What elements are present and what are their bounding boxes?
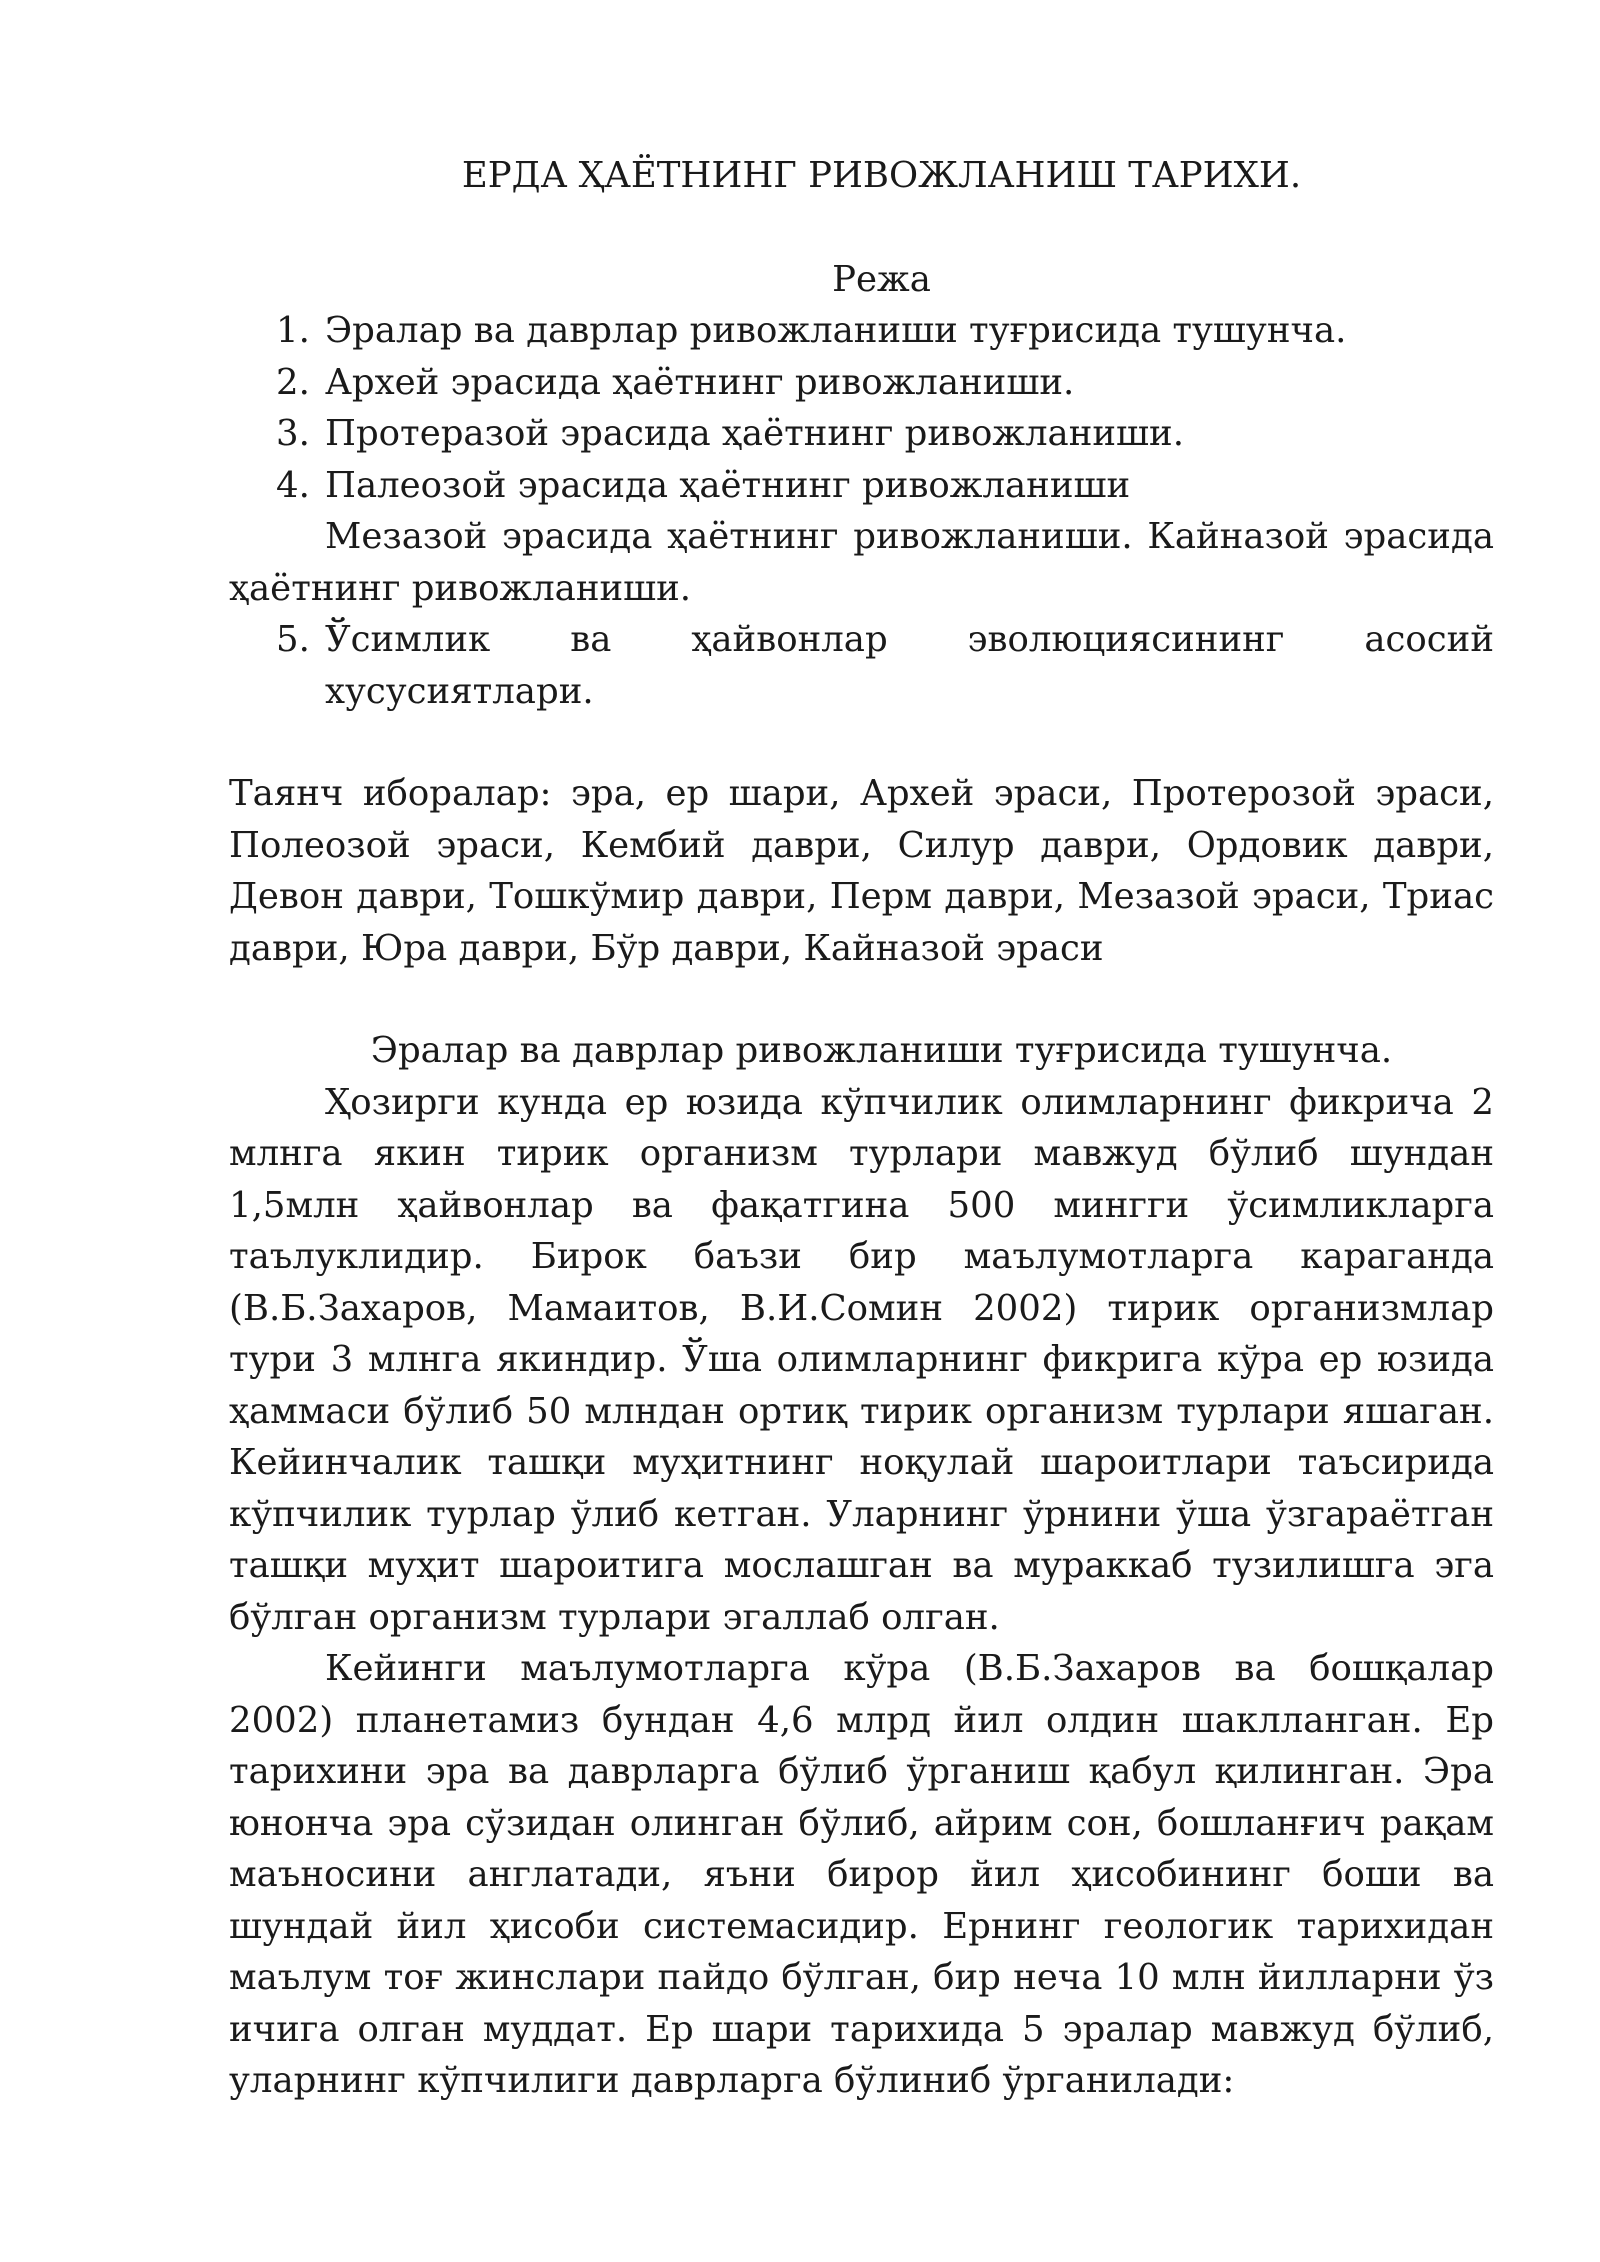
plan-item-text-line-2: хусусиятлари. (325, 670, 594, 712)
plan-item-number: 5. (276, 619, 310, 660)
plan-item-text: Архей эрасида ҳаётнинг ривожланиши. (325, 361, 1075, 403)
plan-item-number: 3. (276, 413, 310, 454)
plan-item-text: Протеразой эрасида ҳаётнинг ривожланиши. (325, 413, 1184, 454)
spacer (229, 974, 1494, 1025)
plan-item-number: 1. (276, 310, 310, 351)
body-paragraph: Кейинги маълумотларга кўра (В.Б.Захаров ва бошқалар 2002) планетамиз бундан 4,6 млрд йил олдин шаклланган. Ер тарихини эра ва даврларга бўлиб ўрганиш қабул қилинган. Эра юнонча эра сўзидан олинган бўлиб, айрим сон, бошланғич рақам маъносини англатади, яъни бирор йил ҳисобининг боши ва шундай йил ҳисоби системасидир. Ернинг геологик тарихидан маълум тоғ жинслари пайдо бўлган, бир неча 10 млн йилларни ўз ичига олган муддат. Ер шари тарихида 5 эралар мавжуд бўлиб, уларнинг кўпчилиги даврларга бўлиниб ўрганилади: (229, 1648, 1494, 2101)
plan-sub-text: Мезазой эрасида ҳаётнинг ривожланиши. Кайназой эрасида ҳаётнинг ривожланиши. (229, 516, 1494, 609)
document-page (229, 150, 1494, 2107)
plan-section (229, 254, 1494, 718)
plan-item-text: Эралар ва даврлар ривожланиши туғрисида тушунча. (325, 310, 1347, 351)
keywords-paragraph: Таянч иборалар: эра, ер шари, Архей эраси, Протерозой эраси, Полеозой эраси, Кембий даври, Силур даври, Ордовик даври, Девон даври, Тошкўмир даври, Перм даври, Мезазой эраси, Триас даври, Юра даври, Бўр даври, Кайназой эраси (229, 773, 1494, 969)
plan-item-3 (229, 408, 1494, 460)
plan-item-number: 4. (276, 464, 310, 506)
plan-item-4 (229, 460, 1494, 512)
plan-item-5 (229, 614, 1494, 666)
document-title: ЕРДА ҲАЁТНИНГ РИВОЖЛАНИШ ТАРИХИ. (461, 155, 1302, 196)
body-paragraph: Ҳозирги кунда ер юзида кўпчилик олимларнинг фикрича 2 млнга якин тирик организм турлари мавжуд бўлиб шундан 1,5млн ҳайвонлар ва фақатгина 500 мингги ўсимликларга таълуклидир. Бирок баъзи бир маълумотларга караганда (В.Б.Захаров, Мамаитов, В.И.Сомин 2002) тирик организмлар тури 3 млнга якиндир. Ўша олимларнинг фикрига кўра ер юзида ҳаммаси бўлиб 50 млндан ортиқ тирик организм турлари яшаган. Кейинчалик ташқи муҳитнинг ноқулай шароитлари таъсирида кўпчилик турлар ўлиб кетган. Уларнинг ўрнини ўша ўзгараётган ташқи муҳит шароитига мослашган ва мураккаб тузилишга эга бўлган организм турлари эгаллаб олган. (229, 1081, 1494, 1638)
plan-item-number: 2. (276, 361, 310, 403)
plan-item-1 (229, 305, 1494, 357)
plan-item-5-continuation (229, 666, 1494, 718)
plan-item-2 (229, 357, 1494, 409)
section-heading: Эралар ва даврлар ривожланиши туғрисида тушунча. (370, 1030, 1393, 1071)
spacer (229, 717, 1494, 768)
plan-item-text-line-1: Ўсимлик ва ҳайвонлар эволюциясининг асосий (325, 619, 1494, 660)
plan-item-text: Палеозой эрасида ҳаётнинг ривожланиши (325, 464, 1131, 506)
plan-heading: Режа (832, 258, 931, 300)
